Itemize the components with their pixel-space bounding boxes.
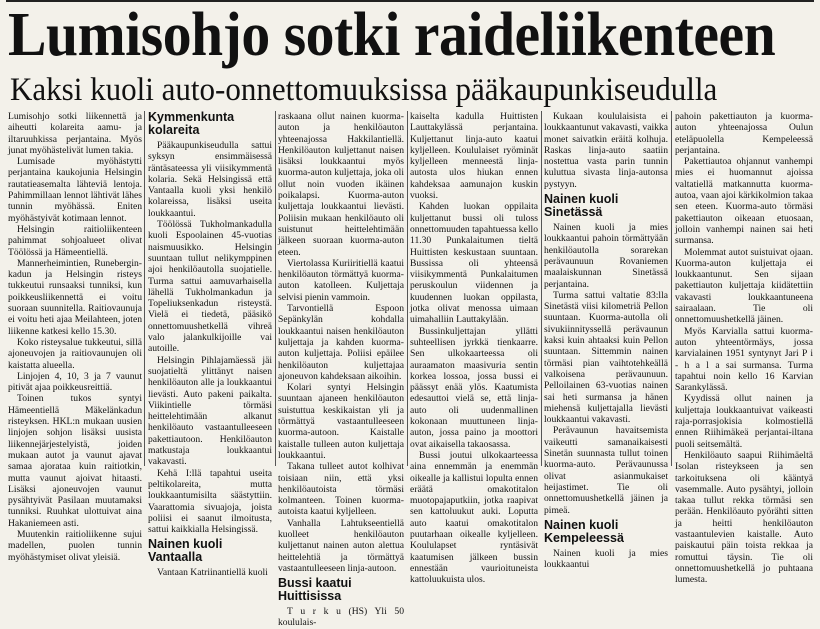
paragraph: Kehä I:llä tapahtui useita peltikolareita, mutta loukkaantumisilta säästyttiin. Vaarattomia sivuajoja, joista poliisi ei saanut ilmoitusta, sattui kaikkialla Helsingissä.	[148, 467, 272, 536]
paragraph: Muutenkin raitioliikenne sujui madellen, puolen tunnin myöhästymiset olivat yleisiä.	[8, 528, 142, 563]
paragraph: Nainen kuoli ja mies loukkaantui pahoin törmättyään henkilöautolla sorarekan perävaunuun Rovaniemen maalaiskunnan Sinetässä perjantaina.	[544, 222, 668, 290]
paragraph: Viertolassa Kuriiritiellä kaatui henkilöauton törmättyä kuorma-auton katolleen. Kuljettaja selvisi pienin vammoin.	[278, 257, 404, 303]
column-6	[675, 111, 813, 586]
paragraph: Bussi joutui ulkokaarteessa aina ennemmän ja enemmän oikealle ja kallistui lopulta ennen eräätä omakotitalon muotopajaputkiin, jotka raapivat sen kattoluukut auki. Loputta auto kaatui omakotitalon puutarhaan oikealle kyljelleen. Koululapset ryntäsivät kaatumisen jälkeen bussin ennestään vaurioituneista kattoluukuista ulos.	[410, 449, 538, 586]
column-rule	[671, 111, 672, 466]
paragraph: Vantaan Katriinantiellä kuoli	[157, 567, 268, 579]
column-2	[148, 110, 272, 579]
paragraph: Lumisade myöhästytti perjantaina kaukojunia Helsingin rautatieasemalta lähteviä lentoja. Pahimmillaan lennot lähtivät lähes tunnin myöhässä. Eniten myöhästyivät kotimaan lennot.	[8, 156, 142, 224]
paragraph: Vanhalla Lahtukseentiellä kuolleet henkilöauton kuljettanut nainen auton alettua heittelehtiä ja törmättyä vastaantulleeseen linja-autoon.	[278, 517, 404, 574]
paragraph: Tarvontiellä Espoon Sepänkylän kohdalla loukkaantui naisen henkilöauton kuljettaja ja kahden kuorma-auton kuljettaja. Poliisi epäilee henkilöauton kuljettajaa ajoneuvon kahdeksaan aikoihin.	[278, 303, 404, 382]
paragraph: raskaana ollut nainen kuorma-auton ja henkilöauton yhteenajossa Hakkilantiellä. Henkilöauton kuljettanut naisen lisäksi loukkaantui myös kuorma-auton kuljettaja, joka oli ollut noin vuoden ikäinen poikalapsi. Kuorma-auton kuljettaja loukkaantui lievästi. Poliisin mukaan henkilöauto oli suistunut heittelehtimään jälkeen suoraan kuorma-auton eteen.	[278, 111, 404, 258]
paragraph: Kyydissä ollut nainen ja kuljettaja loukkaantuivat vaikeasti raja-porrasjokisia kolmostiellä ennen Riihimäkeä perjantai-iltana puoli seitsemältä.	[675, 393, 813, 450]
paragraph: Kahden luokan oppilaita kuljettanut bussi oli tuloss onnettomuuden tapahtuessa kello 11.30 Punkalaitumen tieltä Huittisten keskustaan suuntaan. Bussissa oli yhteensä viisikymmentä Punkalaitumen peruskoulun viidennen ja kuudennen luokan oppilasta, jotka olivat menossa uimaan uimahalliin Lauttakylään.	[410, 201, 538, 326]
column-3	[278, 111, 404, 629]
paragraph: Turma sattui valtatie 83:lla Sinetästä viisi kilometriä Pellon suuntaan. Kuorma-autolla oli sivukiinnityssellä perävaunun kaksi kuin ahtaaksi kuin Pellon suuntaan. Sittemmin nainen törmäsi pian vaihtotehkeällä valkoisena perävaunuun. Pelloilainen 63-vuotias nainen sai heti surmansa ja hänen miehensä kuljettajalla lievästi loukkaantui vakavasti.	[544, 289, 668, 426]
paragraph: T u r k u (HS) Yli 50 koululais-	[278, 606, 404, 629]
paragraph: Kolari syntyi Helsingin suuntaan ajaneen henkilöauton suistuttua keskikaistan yli ja törmättyä vastaantulleeseen kuorma-autoon. Kaistalle kaistalle tulleen auton kuljettaja loukkaantui.	[278, 382, 404, 461]
section-heading: Nainen kuoli Kempeleessä	[544, 517, 624, 545]
paragraph: pahoin pakettiauton ja kuorma-auton yhteenajossa Oulun eteläpuolella Kempeleessä perjantaina.	[675, 111, 813, 156]
paragraph: Toinen tukos syntyi Hämeentiellä Mäkelänkadun risteyksen. HKL:n mukaan uusien linjojen sohjon lisäksi uusista liikennejärjestelyistä, joiden mukaan autot ja vaunut ajavat samaa ajorataa kuin raitiotkin, mutta vaunut ajoivat hitaasti. Lisäksi ajoneuvojen vaunut pysähtyivät Pasilaan muutamaksi tunniksi. Ruuhkat ulottuivat aina Hakaniemeen asti.	[8, 393, 142, 529]
headline: Lumisohjo sotki raideliikenteen	[8, 1, 776, 69]
paragraph: Nainen kuoli ja mies loukkaantui	[544, 547, 668, 571]
column-rule	[275, 111, 276, 466]
paragraph: Pakettiautoa ohjannut vanhempi mies ei huomannut ajoissa valtatiellä matkannutta kuorma-autoa, vaan ajoi kärkikolmion takaa sen eteen. Kuorma-auto törmäsi pakettiauton oikeaan etuosaan, jolloin vanhempi nainen sai heti surmansa.	[675, 156, 813, 247]
paragraph: Myös Karvialla sattui kuorma-auton yhteentörmäys, jossa karvialainen 1951 syntynyt Jari P i - h a l a sai surmansa. Turma tapahtui noin kello 16 Karvian Sarankylässä.	[675, 325, 813, 394]
column-rule	[541, 111, 542, 466]
paragraph: Kukaan koululaisista ei loukkaantunut vakavasti, vaikka monet saivatkin eräitä kolhuja. Raskas linja-auto saatiin nostettua vasta parin tunnin kuluttua sivasta linja-autonsa pystyyn.	[544, 111, 668, 190]
column-5	[544, 111, 668, 571]
paragraph: Koko risteysalue tukkeutui, sillä ajoneuvojen ja raitiovaunujen oli kaistatta alueella.	[8, 336, 142, 371]
paragraph: kaiselta kadulla Huittisten Lauttakylässä perjantaina. Kuljettanut linja-auto kaatui kyljelleen. Koululaiset ryöminät kyljelleen menneestä linja-autosta ulos hiukan ennen kahdeksaa aamunajon kuskin vuoksi.	[410, 111, 538, 202]
section-heading: Bussi kaatui Huittisissa	[278, 576, 352, 604]
paragraph: Henkilöauto saapui Riihimäeltä Isolan risteykseen ja sen tarkoituksena oli kääntyä vasemmalle. Auto pysähtyi, jolloin takaa tullut rekka törmäsi sen perään. Henkilöauto pyörähti sitten ja heitti henkilöauton vastaantulevien kaistalle. Auto paiskautui päin toista rekkaa ja romuttui täysin. Tie oli onnettomuushetkellä jo puhtaana lumesta.	[675, 449, 813, 586]
section-heading: Nainen kuoli Vantaalla	[148, 537, 223, 565]
subheadline: Kaksi kuoli auto-onnettomuuksissa pääkaupunkiseudulla	[10, 72, 718, 108]
paragraph: Helsingin Pihlajamäessä jäi suojatieltä ylittänyt naisen henkilöauton alle ja loukkaantui lievästi. Auto pakeni paikalta. Viikintielle törmäsi heittelehtimään alkanut henkilöauto vastaantulleeseen pakettiautoon. Henkilöauton matkustaja loukkaantui vakavasti.	[148, 354, 272, 468]
column-1	[8, 111, 142, 563]
paragraph: Helsingin raitioliikenteen pahimmat sohjoalueet olivat Töölössä ja Hämeentiellä.	[8, 223, 142, 258]
paragraph: Perävaunun havaitsemista vaikeutti samanaikaisesti Sinetän suunnasta tullut toinen kuorma-auto. Perävaunussa olivat asianmukaiset heijastimet. Tie oli onnettomuushetkellä jäinen ja pimeä.	[544, 425, 668, 516]
column-4	[410, 111, 538, 586]
paragraph: Lumisohjo sotki liikennettä ja aiheutti kolareita aamu- ja iltaruuhkissa perjantaina. Myös junat myöhästelivät lumen takia.	[8, 111, 142, 156]
paragraph: Linjojen 4, 10, 3 ja 7 vaunut pitivät ajaa poikkeusreittiä.	[8, 370, 142, 394]
paragraph: Pääkaupunkiseudulla sattui syksyn ensimmäisessä räntäsateessa yli viisikymmentä kolaria. Sekä Helsingissä että Vantaalla kuoli yksi henkilö kolareissa, lisäksi useita loukkaantui.	[148, 140, 272, 219]
column-rule	[407, 111, 408, 466]
paragraph: Bussinkuljettajan yllätti suhteellisen jyrkkä tienkaarre. Sen ulkokaarteessa oli auraamaton maasivuria sentin korkea lossoa, jossa bussi ei päässyt enää ylös. Kaatumista edesauttoi vielä se, että linja-auto oli uudenmallinen kokonaan muuttuneen linja-auton, jossa paino ja moottori ovat aikaisella takaosassa.	[410, 325, 538, 450]
paragraph: Mannerheimintien, Runebergin-kadun ja Helsingin risteys tukkeutui runsaaksi tunniksi, kun poikkeusliikennettä ei voitu suoraan suunnitella. Raitiovaunuja ei voitu heti ajaa Meilahteen, joten liikenne katkesi kello 15.30.	[8, 257, 142, 337]
paragraph: Takana tulleet autot kolhivat toisiaan niin, että yksi henkilöautoista törmäsi kolmanteen. Toinen kuorma-autoista kaatui kyljelleen.	[278, 461, 404, 518]
column-rule	[144, 111, 145, 466]
paragraph: Töölössä Tukholmankadulla kuoli Espoolainen 45-vuotias naismuusikko. Helsingin suuntaan tullut nelikymppinen ajoi henkilöautolla suojatielle. Turma sattui aamuvarhaisella lähellä Tukholmankadun ja Topeliuksenkadun risteystä. Vielä ei tiedetä, pääsikö onnettomuushetkellä vihreä valo jalankulkijoille vai autoille.	[148, 219, 272, 355]
paragraph: Molemmat autot suistuivat ojaan. Kuorma-auton kuljettaja ei loukkaantunut. Sen sijaan pakettiauton kuljettaja kiidätettiin vakavasti loukkaantuneena sairaalaan. Tie oli onnettomuushetkellä jäinen.	[675, 246, 813, 326]
section-heading: Kymmenkunta kolareita	[148, 110, 235, 137]
article-columns	[0, 110, 820, 629]
section-heading: Nainen kuoli Sinetässä	[544, 192, 619, 220]
